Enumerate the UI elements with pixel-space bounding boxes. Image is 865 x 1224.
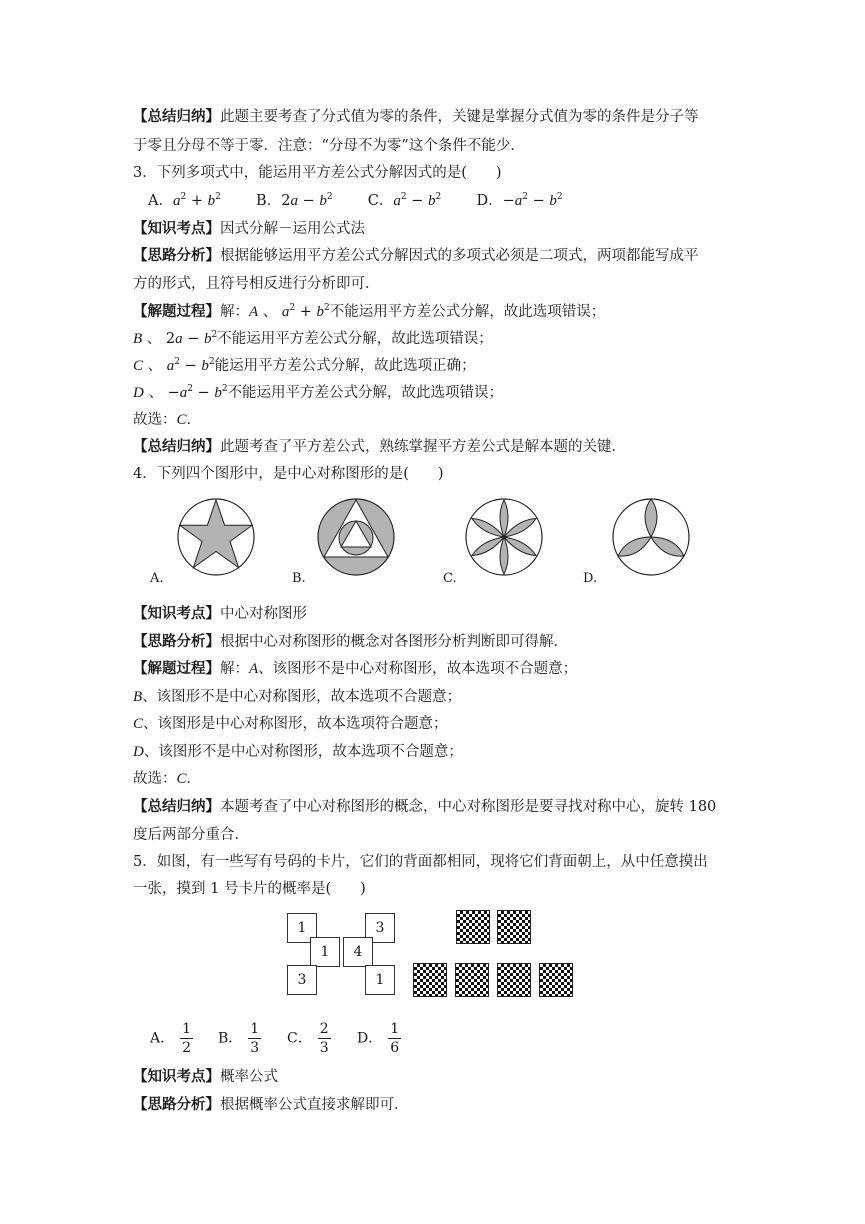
- q4-solution-c: C、该图形是中心对称图形，故本选项符合题意；: [133, 716, 448, 732]
- card: 3: [365, 913, 395, 943]
- card-back: [497, 963, 531, 997]
- tag-summary: 【总结归纳】: [133, 799, 220, 815]
- card-back: [456, 910, 490, 944]
- figure-label-d: D.: [583, 571, 598, 586]
- q4-solution-a: 【解题过程】解：A、该图形不是中心对称图形，故本选项不合题意；: [133, 661, 578, 677]
- card: 1: [365, 965, 395, 995]
- q3-option-b: B．$2a - b^2$: [256, 192, 333, 209]
- card: 1: [287, 913, 317, 943]
- summary-text: 此题主要考查了分式值为零的条件，关键是掌握分式值为零的条件是分子等: [220, 109, 699, 125]
- summary-line-2: 于零且分母不等于零．注意：“分母不为零”这个条件不能少．: [133, 138, 525, 154]
- q3-choice: 故选：C．: [133, 412, 202, 428]
- q3-solution-c: C 、 $a^2 - b^2$能运用平方差公式分解，故此选项正确；: [133, 357, 476, 374]
- q4-solution-b: B、该图形不是中心对称图形，故本选项不合题意；: [133, 689, 462, 705]
- figure-c-six-petals: [466, 499, 542, 575]
- tag-knowledge: 【知识考点】: [133, 606, 220, 622]
- tag-analysis: 【思路分析】: [133, 248, 220, 264]
- q3-analysis-text-1: 根据能够运用平方差公式分解因式的多项式必须是二项式，两项都能写成平: [220, 248, 699, 264]
- summary-line-1: [133, 107, 699, 127]
- card-back: [455, 963, 489, 997]
- q3-analysis-1: [133, 246, 699, 266]
- q3-analysis-2: 方的形式，且符号相反进行分析即可．: [133, 276, 380, 292]
- card: 1: [310, 937, 340, 967]
- q5-option-c: C． $\frac{2}{3}$: [287, 1021, 329, 1056]
- q3-knowledge: [133, 219, 365, 239]
- q4-summary-1: 【总结归纳】本题考查了中心对称图形的概念，中心对称图形是要寻找对称中心，旋转 180: [133, 799, 717, 815]
- q3-stem: 3．下列多项式中，能运用平方差公式分解因式的是( ): [133, 165, 502, 181]
- q5-option-b: B． $\frac{1}{3}$: [218, 1021, 260, 1056]
- tag-analysis: 【思路分析】: [133, 1097, 220, 1113]
- q4-knowledge: 【知识考点】中心对称图形: [133, 606, 307, 622]
- q4-summary-2: 度后两部分重合．: [133, 827, 249, 843]
- q3-summary: 【总结归纳】此题考查了平方差公式，熟练掌握平方差公式是解本题的关键．: [133, 439, 626, 455]
- figure-a-pentagram: [178, 499, 254, 575]
- tag-summary: 【总结归纳】: [133, 109, 220, 125]
- q5-option-a: A． $\frac{1}{2}$: [150, 1021, 192, 1056]
- tag-analysis: 【思路分析】: [133, 634, 220, 650]
- q5-stem-2: 一张，摸到 1 号卡片的概率是( ): [133, 881, 366, 897]
- figure-b-triangle-circle: [318, 499, 394, 575]
- q3-option-a: A．$a^2 + b^2$: [148, 192, 221, 209]
- q5-analysis: 【思路分析】根据概率公式直接求解即可．: [133, 1097, 409, 1113]
- figure-label-b: B.: [292, 571, 306, 586]
- card-back: [539, 963, 573, 997]
- tag-solution: 【解题过程】: [133, 661, 220, 677]
- card-back: [497, 910, 531, 944]
- q3-solution-a: 【解题过程】解：A 、 $a^2 + b^2$不能运用平方差公式分解，故此选项错误；: [133, 303, 606, 320]
- card: 4: [343, 937, 373, 967]
- card: 3: [287, 965, 317, 995]
- q3-knowledge-text: 因式分解－运用公式法: [220, 221, 365, 237]
- tag-knowledge: 【知识考点】: [133, 1069, 220, 1085]
- tag-solution: 【解题过程】: [133, 304, 220, 320]
- card-back: [413, 963, 447, 997]
- q3-option-d: D．$-a^2 - b^2$: [476, 192, 563, 209]
- tag-knowledge: 【知识考点】: [133, 221, 220, 237]
- q4-stem: 4．下列四个图形中，是中心对称图形的是( ): [133, 466, 444, 482]
- figure-d-three-petals: [613, 499, 689, 575]
- q4-solution-d: D、该图形不是中心对称图形，故本选项不合题意；: [133, 744, 463, 760]
- q3-options: [148, 191, 563, 211]
- q5-stem-1: 5．如图，有一些写有号码的卡片，它们的背面都相同，现将它们背面朝上，从中任意摸出: [133, 854, 708, 870]
- q3-solution-b: B 、 $2a - b^2$不能运用平方差公式分解，故此选项错误；: [133, 330, 493, 347]
- q4-analysis: 【思路分析】根据中心对称图形的概念对各图形分析判断即可得解．: [133, 634, 568, 650]
- q5-option-d: D． $\frac{1}{6}$: [357, 1021, 400, 1056]
- figure-label-a: A.: [150, 571, 164, 586]
- q3-solution-d: D 、 $-a^2 - b^2$不能运用平方差公式分解，故此选项错误；: [133, 384, 504, 401]
- tag-summary: 【总结归纳】: [133, 439, 220, 455]
- q3-option-c: C．$a^2 - b^2$: [367, 192, 442, 209]
- figure-label-c: C.: [443, 571, 457, 586]
- q5-knowledge: 【知识考点】概率公式: [133, 1069, 278, 1085]
- q4-choice: 故选：C．: [133, 771, 202, 787]
- q4-figures: [140, 495, 720, 595]
